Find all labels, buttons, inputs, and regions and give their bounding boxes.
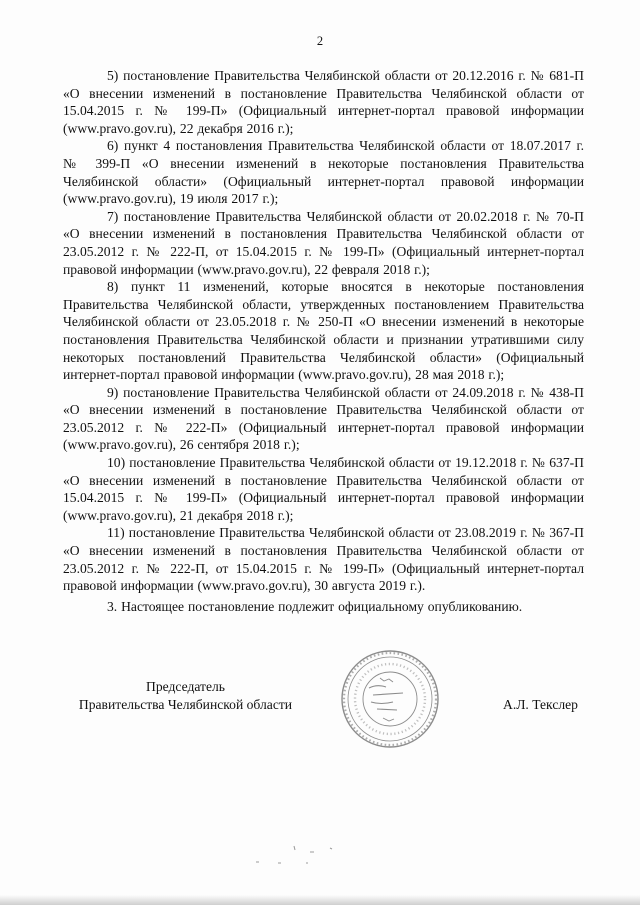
list-item-11: 11) постановление Правительства Челябинской области от 23.08.2019 г. № 367-П «О внесении изменений в постановления Правительства Челябинской области от 23.05.2012 г. № 222-П, от 15.04.2015 г. № 199-П» (Официальный интернет-портал правовой информации (www.pravo.gov.ru), 30 августа 2019 г.). [63, 525, 584, 594]
list-item-8: 8) пункт 11 изменений, которые вносятся в некоторые постановления Правительства Челябинской области, утвержденных постановлением Правительства Челябинской области от 23.05.2018 г. № 250-П «О внесении изменений в некоторые постановления Правительства Челябинской области и признании утратившими силу некоторых постановлений Правительства Челябинской области» (Официальный интернет-портал правовой информации (www.pravo.gov.ru), 28 мая 2018 г.); [63, 279, 584, 383]
document-body [63, 67, 584, 615]
scan-artifact-marks [248, 836, 368, 876]
publication-clause: 3. Настоящее постановление подлежит официальному опубликованию. [107, 598, 523, 614]
official-seal-stamp [325, 648, 455, 750]
list-item-5: 5) постановление Правительства Челябинской области от 20.12.2016 г. № 681-П «О внесении изменений в постановление Правительства Челябинской области от 15.04.2015 г. № 199-П» (Официальный интернет-портал правовой информации (www.pravo.gov.ru), 22 декабря 2016 г.); [63, 68, 584, 136]
signatory-name: А.Л. Текслер [503, 697, 578, 712]
signatory-title [63, 678, 308, 713]
list-item-9: 9) постановление Правительства Челябинской области от 24.09.2018 г. № 438-П «О внесении изменений в постановление Правительства Челябинской области от 23.05.2012 г. № 222-П» (Официальный интернет-портал правовой информации (www.pravo.gov.ru), 26 сентября 2018 г.); [63, 384, 584, 453]
signatory-title-line-2: Правительства Челябинской области [78, 696, 293, 712]
list-item-10: 10) постановление Правительства Челябинской области от 19.12.2018 г. № 637-П «О внесении изменений в постановление Правительства Челябинской области от 15.04.2015 г. № 199-П» (Официальный интернет-портал правовой информации (www.pravo.gov.ru), 21 декабря 2018 г.); [63, 455, 584, 523]
page-bottom-edge [0, 895, 640, 905]
list-item-7: 7) постановление Правительства Челябинской области от 20.02.2018 г. № 70-П «О внесении изменений в постановления Правительства Челябинской области от 23.05.2012 г. № 222-П, от 15.04.2015 г. № 199-П» (Официальный интернет-портал правовой информации (www.pravo.gov.ru), 22 февраля 2018 г.); [63, 208, 584, 277]
signatory-title-line-1: Председатель [146, 679, 225, 694]
page-number: 2 [316, 34, 324, 48]
list-item-6: 6) пункт 4 постановления Правительства Челябинской области от 18.07.2017 г. № 399-П «О внесении изменений в некоторые постановления Правительства Челябинской области» (Официальный интернет-портал правовой информации (www.pravo.gov.ru), 19 июля 2017 г.); [63, 138, 584, 207]
